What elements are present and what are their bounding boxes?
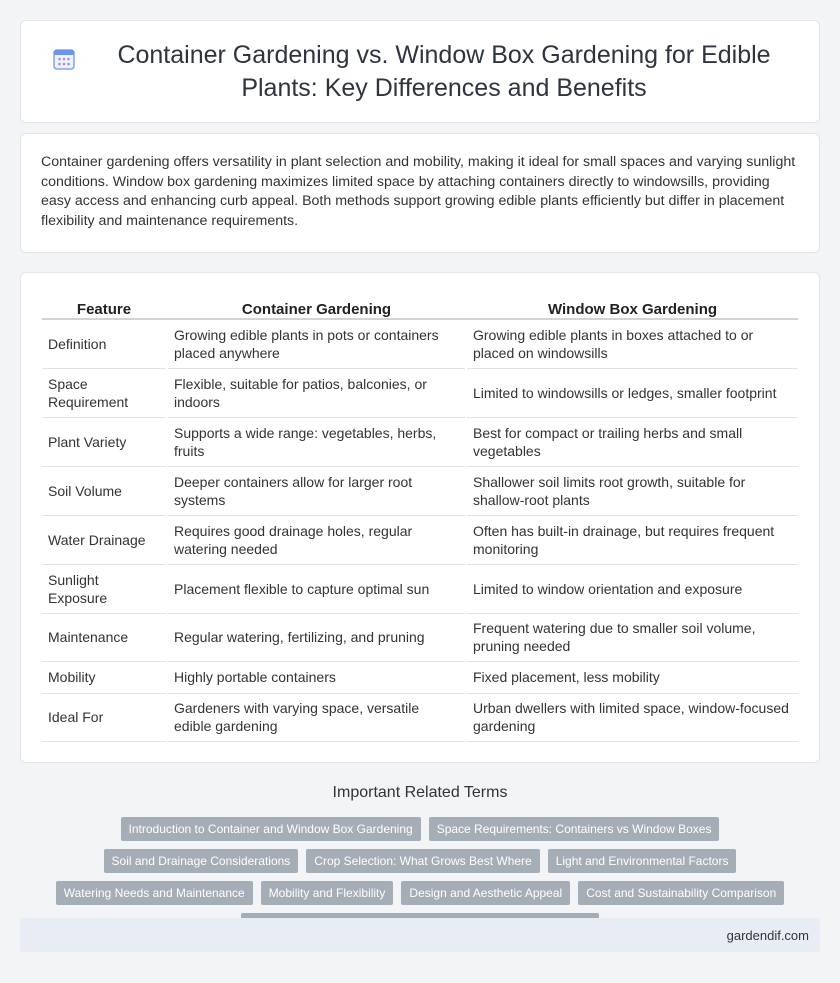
related-term-tag[interactable]: Light and Environmental Factors [548, 849, 737, 873]
table-row [42, 693, 798, 741]
container-cell: Supports a wide range: vegetables, herbs, fruits [167, 417, 466, 466]
window-box-cell: Shallower soil limits root growth, suitable for shallow-root plants [466, 466, 798, 515]
header-feature: Feature [42, 295, 167, 319]
comparison-table [42, 295, 798, 742]
related-term-tag[interactable]: Crop Selection: What Grows Best Where [306, 849, 539, 873]
feature-cell: Ideal For [42, 693, 167, 741]
table-row [42, 319, 798, 368]
table-row [42, 661, 798, 693]
related-term-tag[interactable]: Watering Needs and Maintenance [56, 881, 253, 905]
container-cell: Highly portable containers [167, 661, 466, 693]
related-terms-section [0, 784, 840, 937]
intro-paragraph: Container gardening offers versatility in plant selection and mobility, making it ideal for small spaces and varying sunlight conditions. Window box gardening maximizes limited space by attaching containers directly to windowsills, providing easy access and enhancing curb appeal. Both methods support growing edible plants efficiently but differ in placement flexibility and maintenance requirements. [41, 154, 796, 229]
related-term-tag[interactable]: Introduction to Container and Window Box Gardening [121, 817, 421, 841]
related-term-tag[interactable]: Soil and Drainage Considerations [104, 849, 299, 873]
related-term-tag[interactable]: Design and Aesthetic Appeal [401, 881, 570, 905]
related-term-tag[interactable]: Space Requirements: Containers vs Window Boxes [429, 817, 720, 841]
calendar-icon [51, 46, 77, 72]
table-row [42, 417, 798, 466]
container-cell: Placement flexible to capture optimal sun [167, 564, 466, 613]
window-box-cell: Often has built-in drainage, but requires frequent monitoring [466, 515, 798, 564]
window-box-cell: Limited to windowsills or ledges, smaller footprint [466, 368, 798, 417]
window-box-cell: Limited to window orientation and exposure [466, 564, 798, 613]
container-cell: Requires good drainage holes, regular watering needed [167, 515, 466, 564]
related-terms-heading: Important Related Terms [332, 784, 508, 801]
feature-cell: Sunlight Exposure [42, 564, 167, 613]
container-cell: Gardeners with varying space, versatile edible gardening [167, 693, 466, 741]
feature-cell: Water Drainage [42, 515, 167, 564]
feature-cell: Soil Volume [42, 466, 167, 515]
window-box-cell: Frequent watering due to smaller soil volume, pruning needed [466, 613, 798, 661]
window-box-cell: Fixed placement, less mobility [466, 661, 798, 693]
container-cell: Flexible, suitable for patios, balconies, or indoors [167, 368, 466, 417]
window-box-cell: Growing edible plants in boxes attached to or placed on windowsills [466, 319, 798, 368]
window-box-cell: Urban dwellers with limited space, window-focused gardening [466, 693, 798, 741]
header-window-box: Window Box Gardening [466, 295, 798, 319]
container-cell: Regular watering, fertilizing, and pruning [167, 613, 466, 661]
feature-cell: Mobility [42, 661, 167, 693]
feature-cell: Space Requirement [42, 368, 167, 417]
table-row [42, 564, 798, 613]
window-box-cell: Best for compact or trailing herbs and small vegetables [466, 417, 798, 466]
container-cell: Growing edible plants in pots or containers placed anywhere [167, 319, 466, 368]
feature-cell: Maintenance [42, 613, 167, 661]
comparison-card [20, 272, 820, 763]
footer-site[interactable]: gardendif.com [726, 928, 809, 943]
related-term-tag[interactable]: Mobility and Flexibility [261, 881, 394, 905]
container-cell: Deeper containers allow for larger root systems [167, 466, 466, 515]
table-row [42, 613, 798, 661]
footer [20, 918, 820, 952]
table-header-row [42, 295, 798, 319]
table-row [42, 466, 798, 515]
feature-cell: Definition [42, 319, 167, 368]
header-container: Container Gardening [167, 295, 466, 319]
feature-cell: Plant Variety [42, 417, 167, 466]
intro-card [20, 133, 820, 253]
page-title: Container Gardening vs. Window Box Gardening for Edible Plants: Key Differences and Benefits [117, 40, 771, 102]
table-row [42, 515, 798, 564]
table-row [42, 368, 798, 417]
title-card [20, 20, 820, 123]
related-term-tag[interactable]: Cost and Sustainability Comparison [578, 881, 784, 905]
